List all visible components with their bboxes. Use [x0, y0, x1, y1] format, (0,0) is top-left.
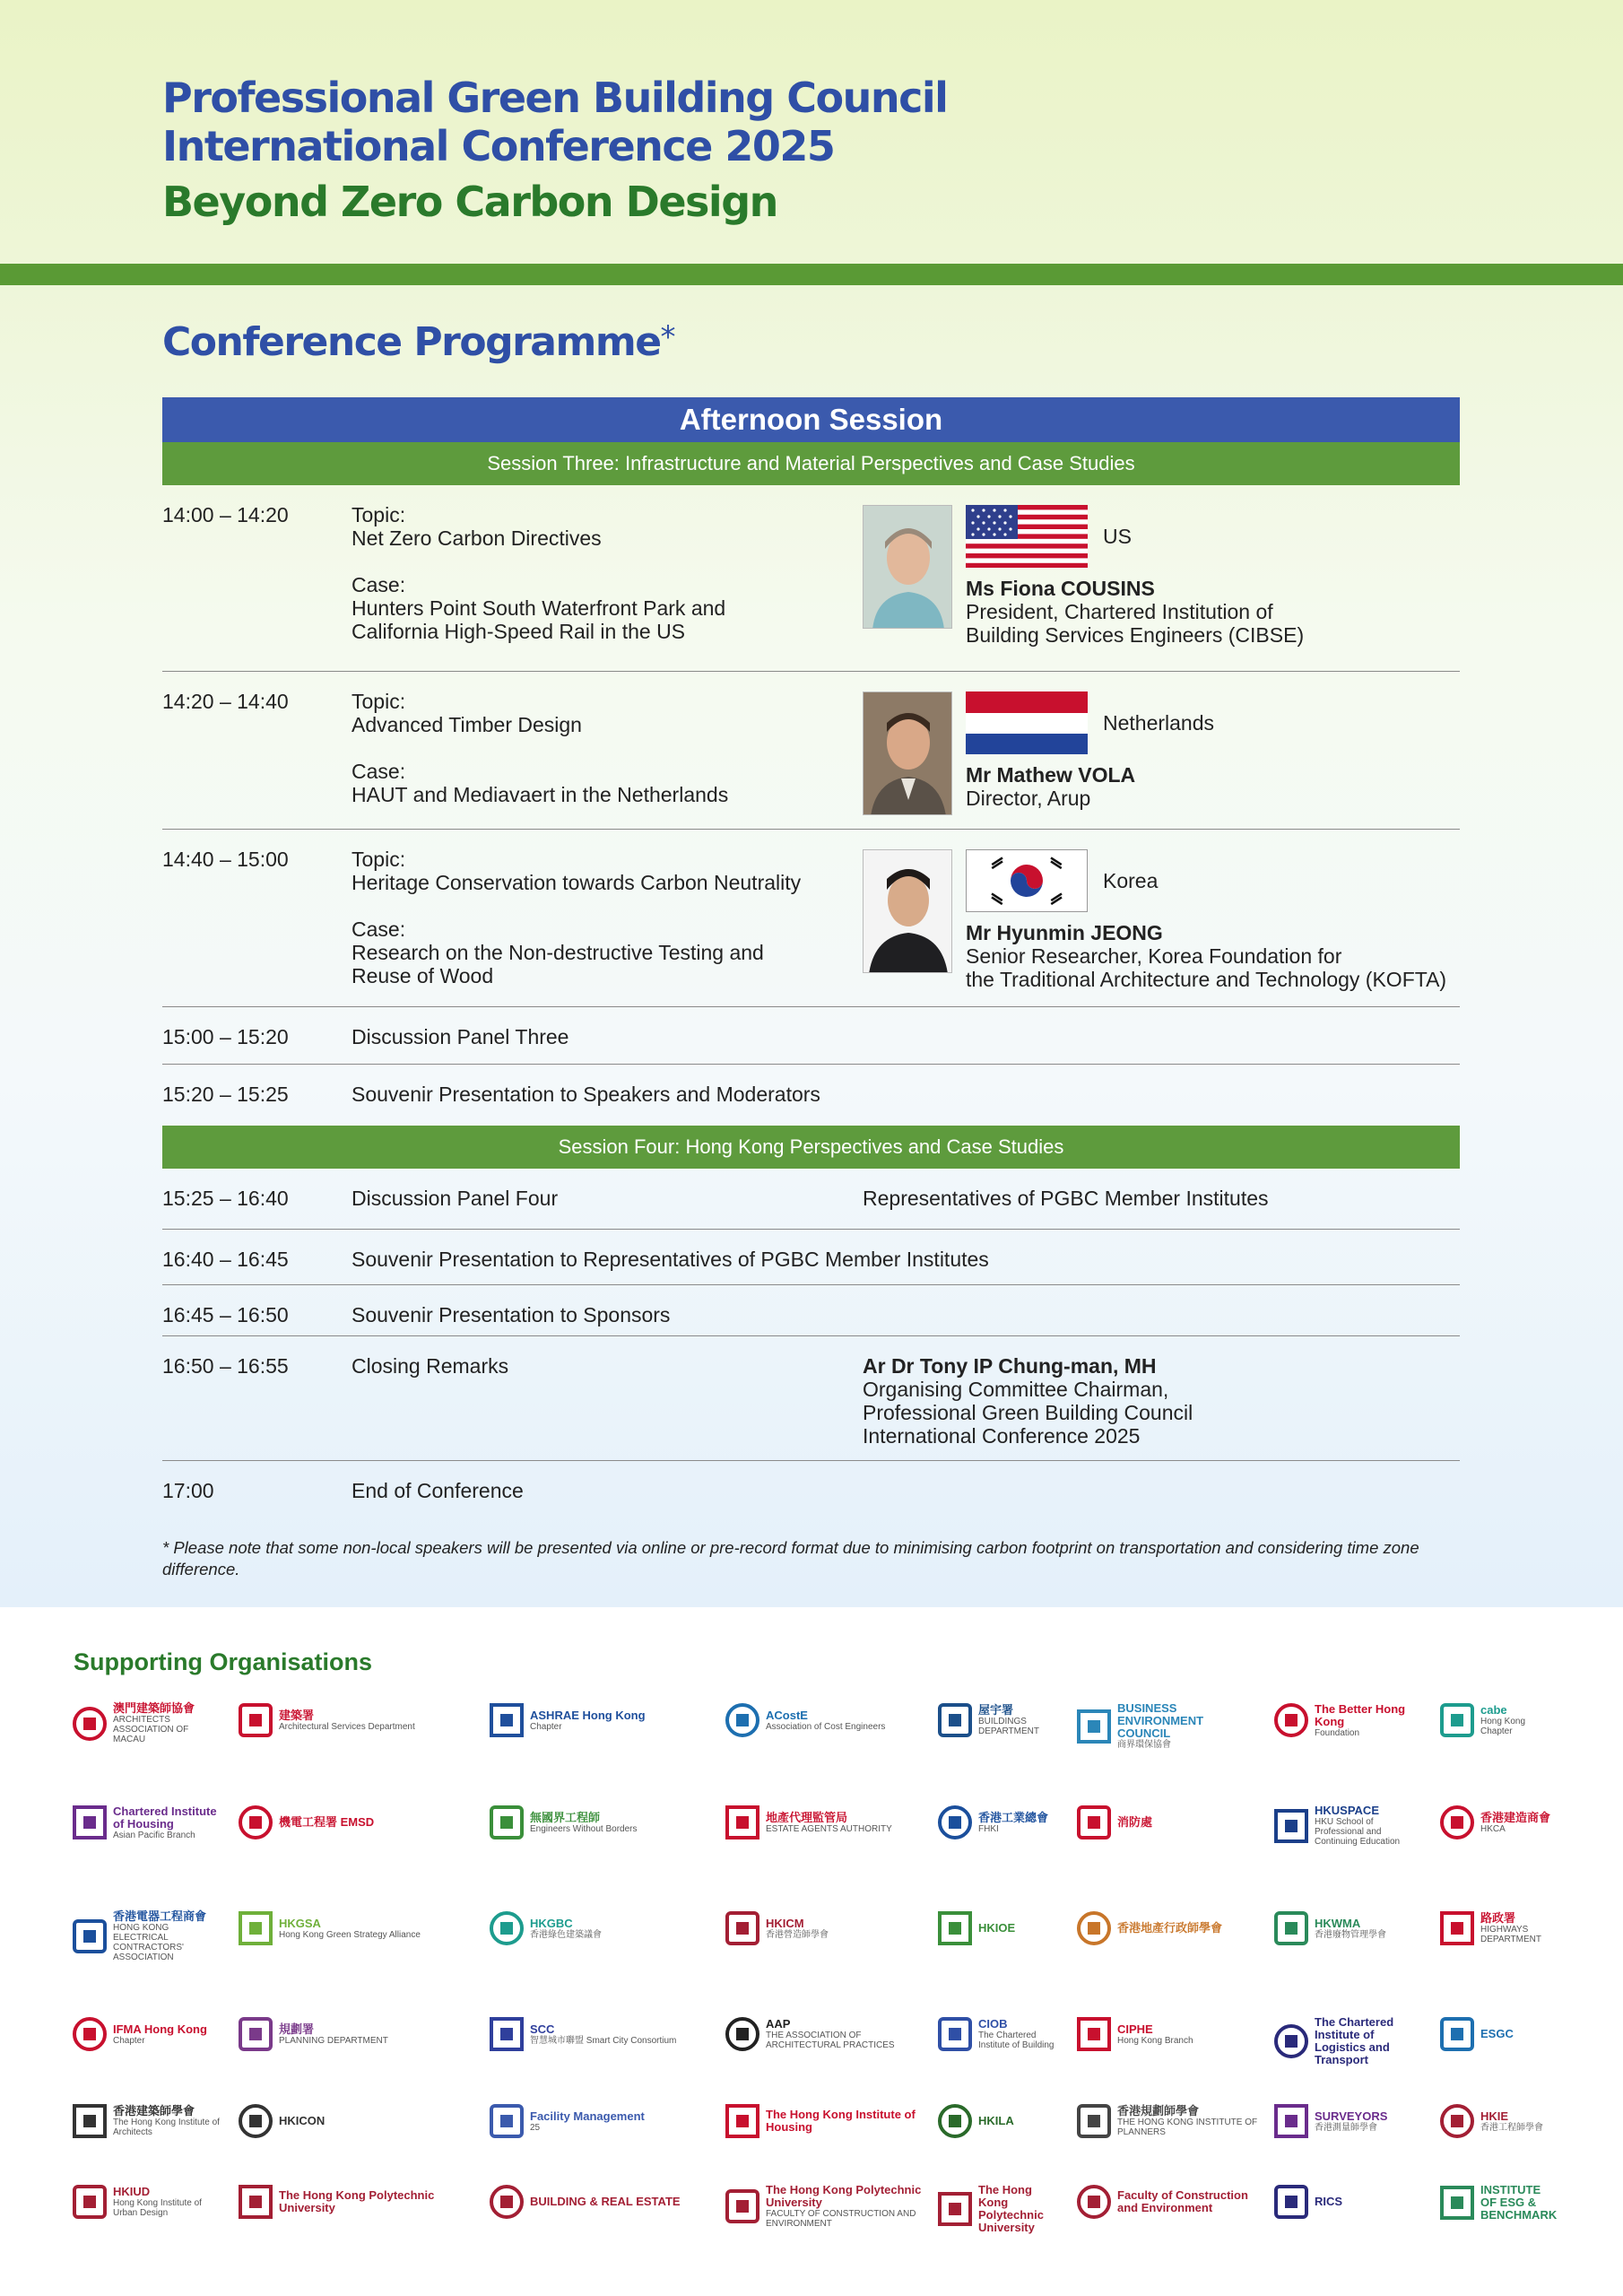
organisation-logo-icon [937, 2103, 973, 2139]
supporting-logo [1273, 2103, 1387, 2139]
supporting-logo [238, 1805, 374, 1840]
speaker-name: Mr Mathew VOLA [966, 763, 1136, 787]
organisation-logo-icon [1273, 2023, 1309, 2059]
organisation-subname: Foundation [1315, 1727, 1360, 1738]
organisation-name: 香港工業總會 [978, 1810, 1049, 1824]
organisation-subname: ESTATE AGENTS AUTHORITY [766, 1823, 892, 1834]
organisation-subname: 香港廢物管理學會 [1315, 1929, 1386, 1940]
supporting-logo [937, 1910, 1015, 1946]
organisation-subname: HIGHWAYS DEPARTMENT [1480, 1925, 1541, 1944]
organisation-name: The Chartered Institute of Logistics and Transport [1315, 2015, 1394, 2066]
organisation-name: 香港建築師學會 [113, 2104, 195, 2118]
organisation-logo-icon [1439, 1702, 1475, 1738]
supporting-logo [489, 2016, 676, 2052]
supporting-logo [937, 1805, 1048, 1840]
supporting-logo [937, 2184, 1062, 2234]
programme-table [162, 397, 1460, 1515]
organisation-name: 機電工程署 EMSD [279, 1815, 375, 1829]
organisation-logo-icon [937, 1910, 973, 1946]
supporting-logo [1076, 2103, 1259, 2139]
organisation-name: 規劃署 [279, 2022, 315, 2036]
organisation-logo-icon [72, 1918, 108, 1954]
speaker-country: US [1103, 525, 1132, 548]
organisation-logo-icon [489, 2016, 525, 2052]
organisation-subname: 香港綠色建築議會 [530, 1929, 602, 1940]
supporting-logo [489, 1702, 646, 1738]
organisation-name: HKILA [978, 2114, 1014, 2127]
organisation-name: INSTITUTE OF ESG & BENCHMARK [1480, 2183, 1558, 2222]
supporting-logo [725, 1702, 885, 1738]
speaker-name: Ms Fiona COUSINS [966, 577, 1155, 600]
conference-title-line2: International Conference 2025 [162, 122, 835, 170]
organisation-name: The Hong Kong Polytechnic University [766, 2183, 922, 2209]
green-divider-band [0, 264, 1623, 285]
supporting-logo [72, 1702, 223, 1744]
organisation-subname: Association of Cost Engineers [766, 1721, 886, 1732]
supporting-logo [725, 1910, 829, 1946]
supporting-logo [1439, 2183, 1558, 2222]
organisation-logo-icon [489, 2103, 525, 2139]
organisation-name: ASHRAE Hong Kong [530, 1708, 646, 1722]
organisation-logo-icon [489, 1910, 525, 1946]
speaker-country: Netherlands [1103, 711, 1215, 735]
organisation-subname: FACULTY OF CONSTRUCTION AND ENVIRONMENT [766, 2209, 916, 2229]
organisation-subname: FHKI [978, 1823, 999, 1834]
organisation-logo-icon [937, 2016, 973, 2052]
organisation-name: 消防處 [1117, 1815, 1153, 1829]
organisation-name: 無國界工程師 [530, 1810, 601, 1824]
organisation-logo-icon [72, 2184, 108, 2220]
supporting-logo [1439, 1910, 1551, 1946]
supporting-logo [238, 1910, 421, 1946]
organisation-name: HKICON [279, 2114, 325, 2127]
organisation-name: BUILDING & REAL ESTATE [530, 2195, 681, 2208]
supporting-logo [238, 2103, 325, 2139]
supporting-logo [725, 2103, 923, 2139]
supporting-logo [72, 2016, 207, 2052]
organisation-subname: HONG KONG ELECTRICAL CONTRACTORS' ASSOCIATION [113, 1923, 184, 1962]
organisation-name: CIPHE [1117, 2022, 1153, 2036]
organisation-subname: 智慧城市聯盟 Smart City Consortium [530, 2035, 677, 2046]
organisation-subname: 香港工程師學會 [1480, 2122, 1543, 2133]
supporting-logo [1439, 1702, 1551, 1738]
organisation-subname: 商界環保協會 [1117, 1740, 1171, 1750]
organisation-subname: Asian Pacific Branch [113, 1830, 195, 1840]
organisation-subname: Hong Kong Branch [1117, 2035, 1193, 2046]
organisation-name: HKWMA [1315, 1916, 1361, 1930]
organisation-subname: 香港營造師學會 [766, 1929, 829, 1940]
organisation-logo-icon [937, 1702, 973, 1738]
organisation-name: 香港電器工程商會 [113, 1909, 207, 1923]
supporting-logo [1076, 1702, 1259, 1750]
organisation-name: The Hong Kong Polytechnic University [978, 2183, 1044, 2234]
organisation-name: HKIUD [113, 2185, 151, 2198]
speaker-name: Mr Hyunmin JEONG [966, 921, 1163, 944]
table-row: 16:50 – 16:55 Closing Remarks Ar Dr Tony IP Chung-man, MH Organising Committee Chairman, Professional Green Building Council International Conference 2025 [162, 1336, 1460, 1461]
supporting-logo [725, 2184, 923, 2229]
table-row: 15:00 – 15:20 Discussion Panel Three [162, 1007, 1460, 1065]
organisation-logo-icon [1273, 2103, 1309, 2139]
organisation-logo-icon [725, 1702, 760, 1738]
supporting-logo [937, 2016, 1062, 2052]
supporting-logo [1076, 1910, 1222, 1946]
organisation-logo-icon [1439, 1910, 1475, 1946]
conference-header [162, 74, 947, 226]
conference-subtitle: Beyond Zero Carbon Design [162, 178, 777, 226]
table-row: 16:45 – 16:50 Souvenir Presentation to Sponsors [162, 1285, 1460, 1336]
table-row: 14:20 – 14:40 Topic: Advanced Timber Design Case: HAUT and Mediavaert in the Netherlands Netherlands Mr Mathew VOLA Director, Arup [162, 672, 1460, 830]
organisation-name: CIOB [978, 2017, 1008, 2031]
organisation-name: AAP [766, 2017, 791, 2031]
supporting-logo [937, 2103, 1014, 2139]
table-row: 15:20 – 15:25 Souvenir Presentation to Speakers and Moderators [162, 1083, 820, 1106]
organisation-subname: HKU School of Professional and Continuing Education [1315, 1817, 1401, 1847]
organisation-subname: Engineers Without Borders [530, 1823, 638, 1834]
organisation-name: HKIOE [978, 1921, 1016, 1935]
organisation-name: SURVEYORS [1315, 2109, 1388, 2123]
organisation-logo-icon [725, 2103, 760, 2139]
organisation-name: The Better Hong Kong [1315, 1701, 1406, 1728]
supporting-logo [1273, 2184, 1342, 2220]
organisation-logo-icon [489, 2184, 525, 2220]
organisation-name: BUSINESS ENVIRONMENT COUNCIL [1117, 1701, 1204, 1740]
organisation-logo-icon [725, 1805, 760, 1840]
organisation-subname: ARCHITECTS ASSOCIATION OF MACAU [113, 1715, 189, 1744]
supporting-logo [238, 2184, 474, 2220]
speaker-photo [863, 691, 952, 815]
supporting-logo [725, 2016, 923, 2052]
organisation-name: cabe [1480, 1703, 1507, 1717]
organisation-name: 澳門建築師協會 [113, 1701, 195, 1715]
footnote: * Please note that some non-local speakers will be presented via online or pre-record format due to minimising carbon footprint on transportation and considering time zone difference. [162, 1538, 1419, 1578]
supporting-logo [489, 1805, 638, 1840]
afternoon-session-bar: Afternoon Session [162, 397, 1460, 442]
organisation-logo-icon [1273, 2184, 1309, 2220]
supporting-logo [1439, 1805, 1550, 1840]
organisation-logo-icon [1439, 1805, 1475, 1840]
speaker-photo [863, 849, 952, 973]
organisation-subname: The Chartered Institute of Building [978, 2031, 1055, 2050]
supporting-logo [725, 1805, 892, 1840]
organisation-name: IFMA Hong Kong [113, 2022, 207, 2036]
speaker-country: Korea [1103, 869, 1159, 892]
organisation-logo-icon [72, 2016, 108, 2052]
supporting-logo [1076, 1805, 1152, 1840]
organisation-name: The Hong Kong Polytechnic University [279, 2188, 435, 2214]
organisation-subname: 香港測量師學會 [1315, 2122, 1377, 2133]
speaker-name: Ar Dr Tony IP Chung-man, MH [863, 1354, 1157, 1378]
organisation-logo-icon [725, 2188, 760, 2224]
us-flag-icon [966, 505, 1088, 568]
organisation-subname: Hong Kong Institute of Urban Design [113, 2198, 202, 2218]
supporting-logo [489, 1910, 602, 1946]
organisation-name: SCC [530, 2022, 555, 2036]
closing-speaker: Ar Dr Tony IP Chung-man, MH Organising Committee Chairman, Professional Green Building Council International Conference 2025 [863, 1354, 1193, 1448]
organisation-subname: THE ASSOCIATION OF ARCHITECTURAL PRACTICES [766, 2031, 895, 2050]
organisation-name: 香港規劃師學會 [1117, 2104, 1200, 2118]
speaker-photo [863, 505, 952, 629]
organisation-logo-icon [238, 2103, 273, 2139]
organisation-subname: THE HONG KONG INSTITUTE OF PLANNERS [1117, 2118, 1258, 2137]
session-three-bar: Session Three: Infrastructure and Material Perspectives and Case Studies [162, 442, 1460, 485]
organisation-name: 香港地產行政師學會 [1117, 1921, 1223, 1935]
supporting-logo [1439, 2103, 1543, 2139]
organisation-logo-icon [72, 1805, 108, 1840]
organisation-name: ESGC [1480, 2027, 1514, 2040]
organisation-name: HKUSPACE [1315, 1804, 1379, 1817]
organisation-logo-icon [1076, 1910, 1112, 1946]
organisation-logo-icon [489, 1805, 525, 1840]
conference-title-line1: Professional Green Building Council [162, 74, 948, 122]
supporting-logo [72, 2184, 223, 2220]
organisation-name: The Hong Kong Institute of Housing [766, 2108, 916, 2134]
netherlands-flag-icon [966, 691, 1088, 754]
organisation-logo-icon [238, 2016, 273, 2052]
organisation-name: HKIE [1480, 2109, 1509, 2123]
organisation-name: HKICM [766, 1916, 804, 1930]
organisation-name: 建築署 [279, 1708, 315, 1722]
table-row: 14:40 – 15:00 Topic: Heritage Conservation towards Carbon Neutrality Case: Research on the Non-destructive Testing and Reuse of Wood Korea Mr Hyunmin JEONG Senior Researcher, Korea Foundation for the Traditional Architecture and Technology (KOFTA) [162, 830, 1460, 1007]
speaker-info: Mr Mathew VOLA Director, Arup [966, 763, 1136, 810]
organisation-subname: PLANNING DEPARTMENT [279, 2035, 388, 2046]
organisation-name: RICS [1315, 2195, 1343, 2208]
organisation-logo-icon [1076, 2184, 1112, 2220]
organisation-name: HKGBC [530, 1916, 573, 1930]
table-row: 17:00 End of Conference [162, 1479, 524, 1502]
supporting-logo [72, 1805, 223, 1840]
organisation-logo-icon [725, 1910, 760, 1946]
supporting-logo [238, 1702, 415, 1738]
organisation-logo-icon [1273, 1702, 1309, 1738]
organisation-subname: Hong Kong Green Strategy Alliance [279, 1929, 421, 1940]
organisation-subname: Hong Kong Chapter [1480, 1717, 1526, 1736]
organisation-logo-icon [937, 1805, 973, 1840]
organisation-name: Faculty of Construction and Environment [1117, 2188, 1248, 2214]
supporting-logo [937, 1702, 1062, 1738]
supporting-logo [1076, 2016, 1193, 2052]
supporting-organisations-title: Supporting Organisations [74, 1648, 373, 1675]
organisation-name: HKGSA [279, 1916, 321, 1930]
organisation-subname: The Hong Kong Institute of Architects [113, 2118, 220, 2137]
organisation-name: ACostE [766, 1708, 808, 1722]
table-row: 14:00 – 14:20 Topic: Net Zero Carbon Directives Case: Hunters Point South Waterfront Park and California High-Speed Rail in the US US Ms Fiona COUSINS President, Chartered Institution of Building Services Engineers (CIBSE) [162, 485, 1460, 672]
organisation-subname: Architectural Services Department [279, 1721, 415, 1732]
organisation-logo-icon [1439, 2016, 1475, 2052]
supporting-logo [1273, 1702, 1425, 1738]
korea-flag-icon [966, 849, 1088, 912]
speaker-info: Ms Fiona COUSINS President, Chartered Institution of Building Services Engineers (CIBSE) [966, 577, 1305, 647]
organisation-subname: BUILDINGS DEPARTMENT [978, 1717, 1039, 1736]
organisation-logo-icon [238, 1805, 273, 1840]
supporting-logo [489, 2103, 645, 2139]
organisation-name: 屋宇署 [978, 1703, 1014, 1717]
supporting-logo [1439, 2016, 1514, 2052]
organisation-logo-icon [1076, 1709, 1112, 1744]
organisation-logo-icon [72, 1706, 108, 1742]
supporting-logo [1076, 2184, 1259, 2220]
supporting-logo [1273, 1910, 1386, 1946]
supporting-logo [1273, 2016, 1425, 2066]
organisation-logo-icon [1439, 2185, 1475, 2221]
speaker-info: Mr Hyunmin JEONG Senior Researcher, Korea Foundation for the Traditional Architecture and Technology (KOFTA) [966, 921, 1447, 991]
organisation-logo-icon [937, 2191, 973, 2227]
organisation-name: Facility Management [530, 2109, 645, 2123]
organisation-subname: 25 [530, 2122, 541, 2133]
organisation-subname: Chapter [530, 1721, 562, 1732]
organisation-logo-icon [238, 2184, 273, 2220]
organisation-subname: HKCA [1480, 1823, 1506, 1834]
organisation-logo-icon [1273, 1808, 1309, 1844]
organisation-logo-icon [1439, 2103, 1475, 2139]
supporting-logo [72, 2103, 223, 2139]
organisation-logo-icon [1273, 1910, 1309, 1946]
organisation-name: Chartered Institute of Housing [113, 1804, 217, 1831]
supporting-logo [489, 2184, 681, 2220]
supporting-logo [238, 2016, 388, 2052]
supporting-logo [1273, 1805, 1425, 1847]
organisation-logo-icon [725, 2016, 760, 2052]
supporting-logo [72, 1910, 223, 1962]
organisation-logo-icon [1076, 2103, 1112, 2139]
session-four-bar: Session Four: Hong Kong Perspectives and Case Studies [162, 1126, 1460, 1169]
table-row: 16:40 – 16:45 Souvenir Presentation to Representatives of PGBC Member Institutes [162, 1230, 1460, 1285]
organisation-logo-icon [238, 1910, 273, 1946]
organisation-name: 香港建造商會 [1480, 1810, 1551, 1824]
organisation-logo-icon [489, 1702, 525, 1738]
organisation-name: 地產代理監管局 [766, 1810, 848, 1824]
organisation-subname: Chapter [113, 2035, 145, 2046]
table-row: 15:25 – 16:40 Discussion Panel Four Representatives of PGBC Member Institutes [162, 1169, 1460, 1230]
programme-title: Conference Programme* [162, 319, 675, 365]
organisation-logo-icon [72, 2103, 108, 2139]
organisation-logo-icon [238, 1702, 273, 1738]
organisation-logo-icon [1076, 1805, 1112, 1840]
organisation-name: 路政署 [1480, 1911, 1516, 1925]
organisation-logo-icon [1076, 2016, 1112, 2052]
